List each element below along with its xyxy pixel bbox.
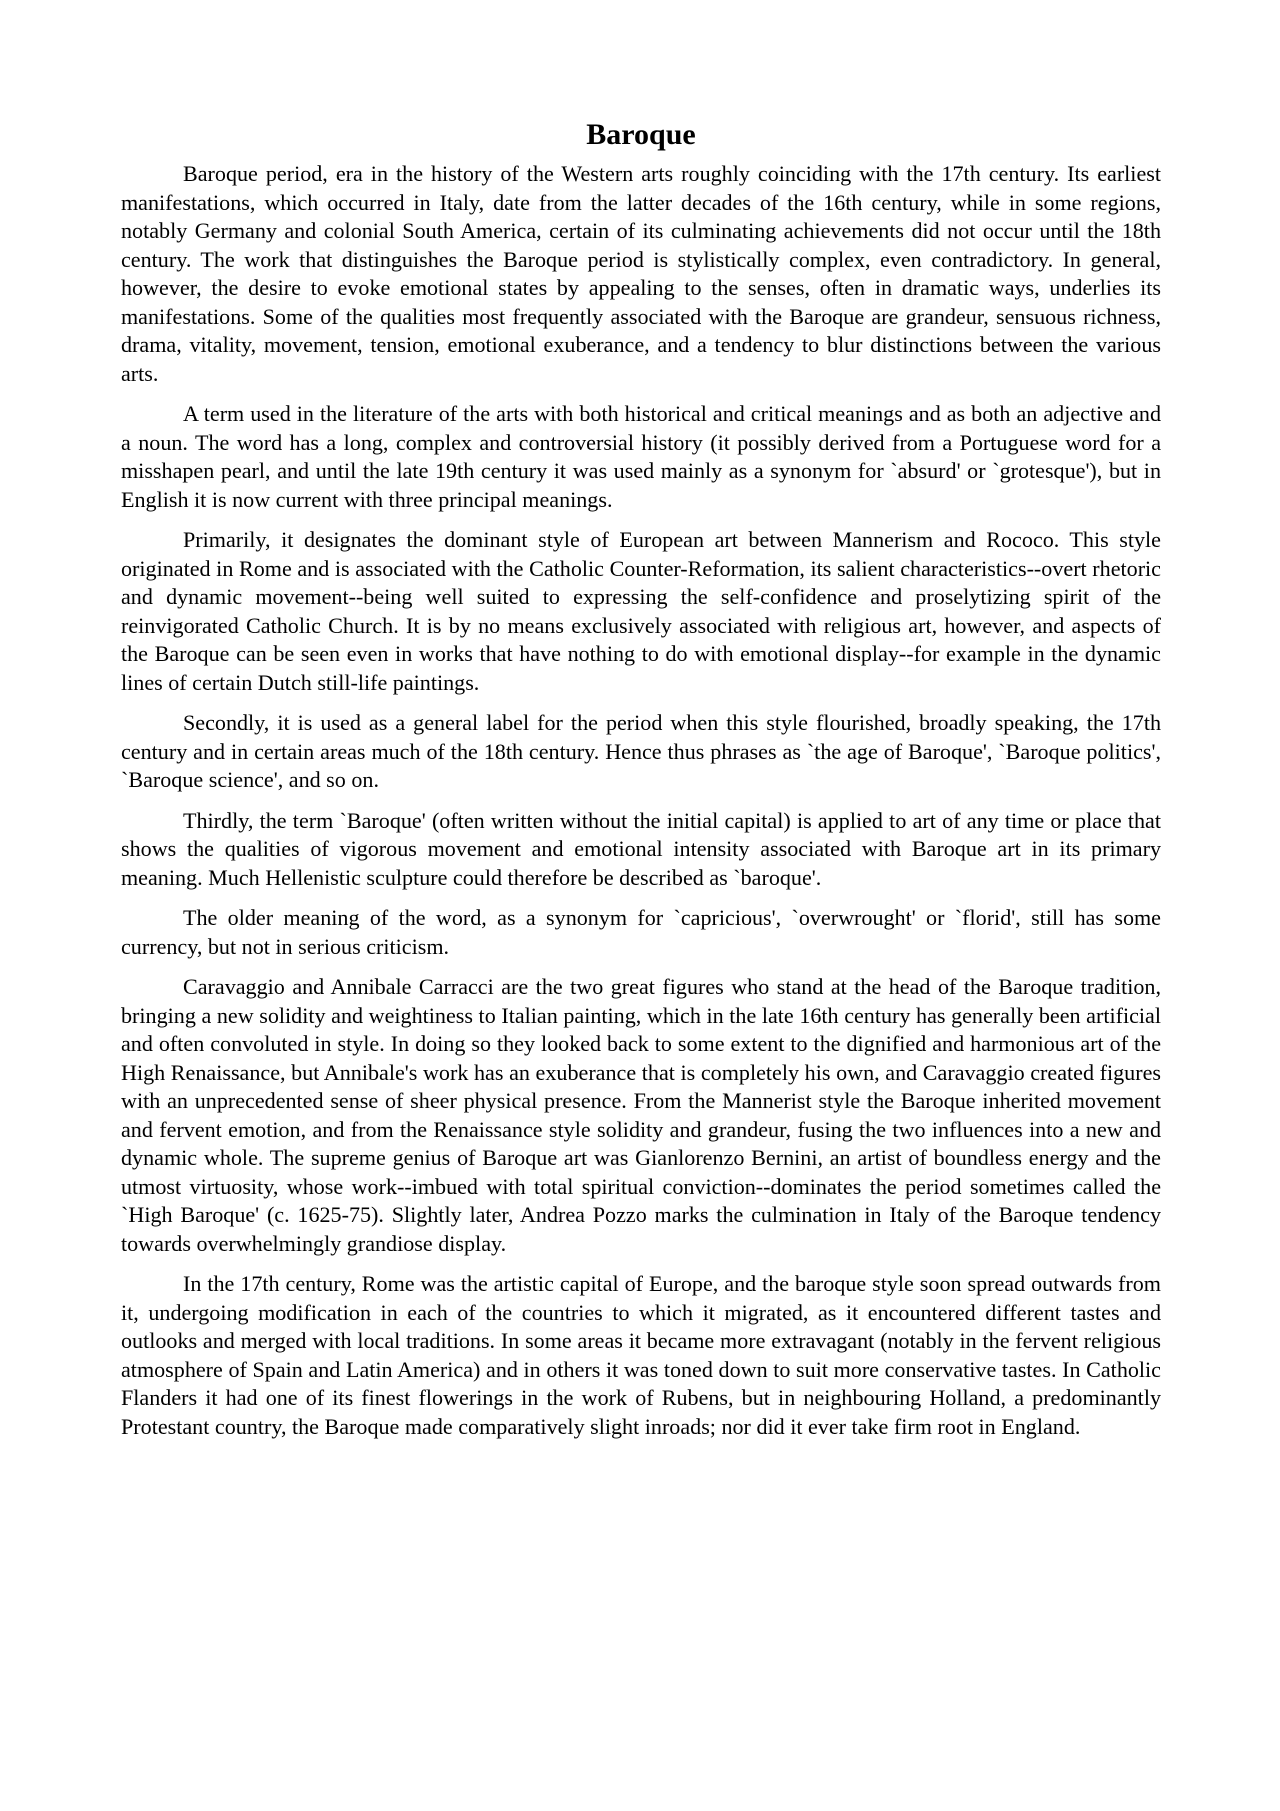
paragraph-8: In the 17th century, Rome was the artistic capital of Europe, and the baroque style soon spread outwards from it, undergoing modification in each of the countries to which it migrated, as it encountered different tastes and outlooks and merged with local traditions. In some areas it became more extravagant (notably in the fervent religious atmosphere of Spain and Latin America) and in others it was toned down to suit more conservative tastes. In Catholic Flanders it had one of its finest flowerings in the work of Rubens, but in neighbouring Holland, a predominantly Protestant country, the Baroque made comparatively slight inroads; nor did it ever take firm root in England. bbox=[121, 1271, 1161, 1439]
document-title: Baroque bbox=[586, 118, 696, 151]
paragraph-5: Thirdly, the term `Baroque' (often written without the initial capital) is applied to art of any time or place that shows the qualities of vigorous movement and emotional intensity associated with Baroque art in its primary meaning. Much Hellenistic sculpture could therefore be described as `baroque'. bbox=[121, 807, 1161, 890]
paragraph-7: Caravaggio and Annibale Carracci are the two great figures who stand at the head of the Baroque tradition, bringing a new solidity and weightiness to Italian painting, which in the late 16th century has generally been artificial and often convoluted in style. In doing so they looked back to some extent to the dignified and harmonious art of the High Renaissance, but Annibale's work has an exuberance that is completely his own, and Caravaggio created figures with an unprecedented sense of sheer physical presence. From the Mannerist style the Baroque inherited movement and fervent emotion, and from the Renaissance style solidity and grandeur, fusing the two influences into a new and dynamic whole. The supreme genius of Baroque art was Gianlorenzo Bernini, an artist of boundless energy and the utmost virtuosity, whose work--imbued with total spiritual conviction--dominates the period sometimes called the `High Baroque' (c. 1625-75). Slightly later, Andrea Pozzo marks the culmination in Italy of the Baroque tendency towards overwhelmingly grandiose display. bbox=[121, 974, 1161, 1256]
paragraph-3: Primarily, it designates the dominant style of European art between Mannerism and Rococo. This style originated in Rome and is associated with the Catholic Counter-Reformation, its salient characteristics--overt rhetoric and dynamic movement--being well suited to expressing the self-confidence and proselytizing spirit of the reinvigorated Catholic Church. It is by no means exclusively associated with religious art, however, and aspects of the Baroque can be seen even in works that have nothing to do with emotional display--for example in the dynamic lines of certain Dutch still-life paintings. bbox=[121, 527, 1161, 695]
document-page bbox=[121, 118, 1161, 1453]
paragraph-2: A term used in the literature of the arts with both historical and critical meanings and as both an adjective and a noun. The word has a long, complex and controversial history (it possibly derived from a Portuguese word for a misshapen pearl, and until the late 19th century it was used mainly as a synonym for `absurd' or `grotesque'), but in English it is now current with three principal meanings. bbox=[121, 401, 1161, 512]
paragraph-6: The older meaning of the word, as a synonym for `capricious', `overwrought' or `florid', still has some currency, but not in serious criticism. bbox=[121, 905, 1161, 959]
paragraph-4: Secondly, it is used as a general label for the period when this style flourished, broadly speaking, the 17th century and in certain areas much of the 18th century. Hence thus phrases as `the age of Baroque', `Baroque politics', `Baroque science', and so on. bbox=[121, 710, 1161, 792]
paragraph-1: Baroque period, era in the history of the Western arts roughly coinciding with the 17th century. Its earliest manifestations, which occurred in Italy, date from the latter decades of the 16th century, while in some regions, notably Germany and colonial South America, certain of its culminating achievements did not occur until the 18th century. The work that distinguishes the Baroque period is stylistically complex, even contradictory. In general, however, the desire to evoke emotional states by appealing to the senses, often in dramatic ways, underlies its manifestations. Some of the qualities most frequently associated with the Baroque are grandeur, sensuous richness, drama, vitality, movement, tension, emotional exuberance, and a tendency to blur distinctions between the various arts. bbox=[121, 161, 1161, 386]
